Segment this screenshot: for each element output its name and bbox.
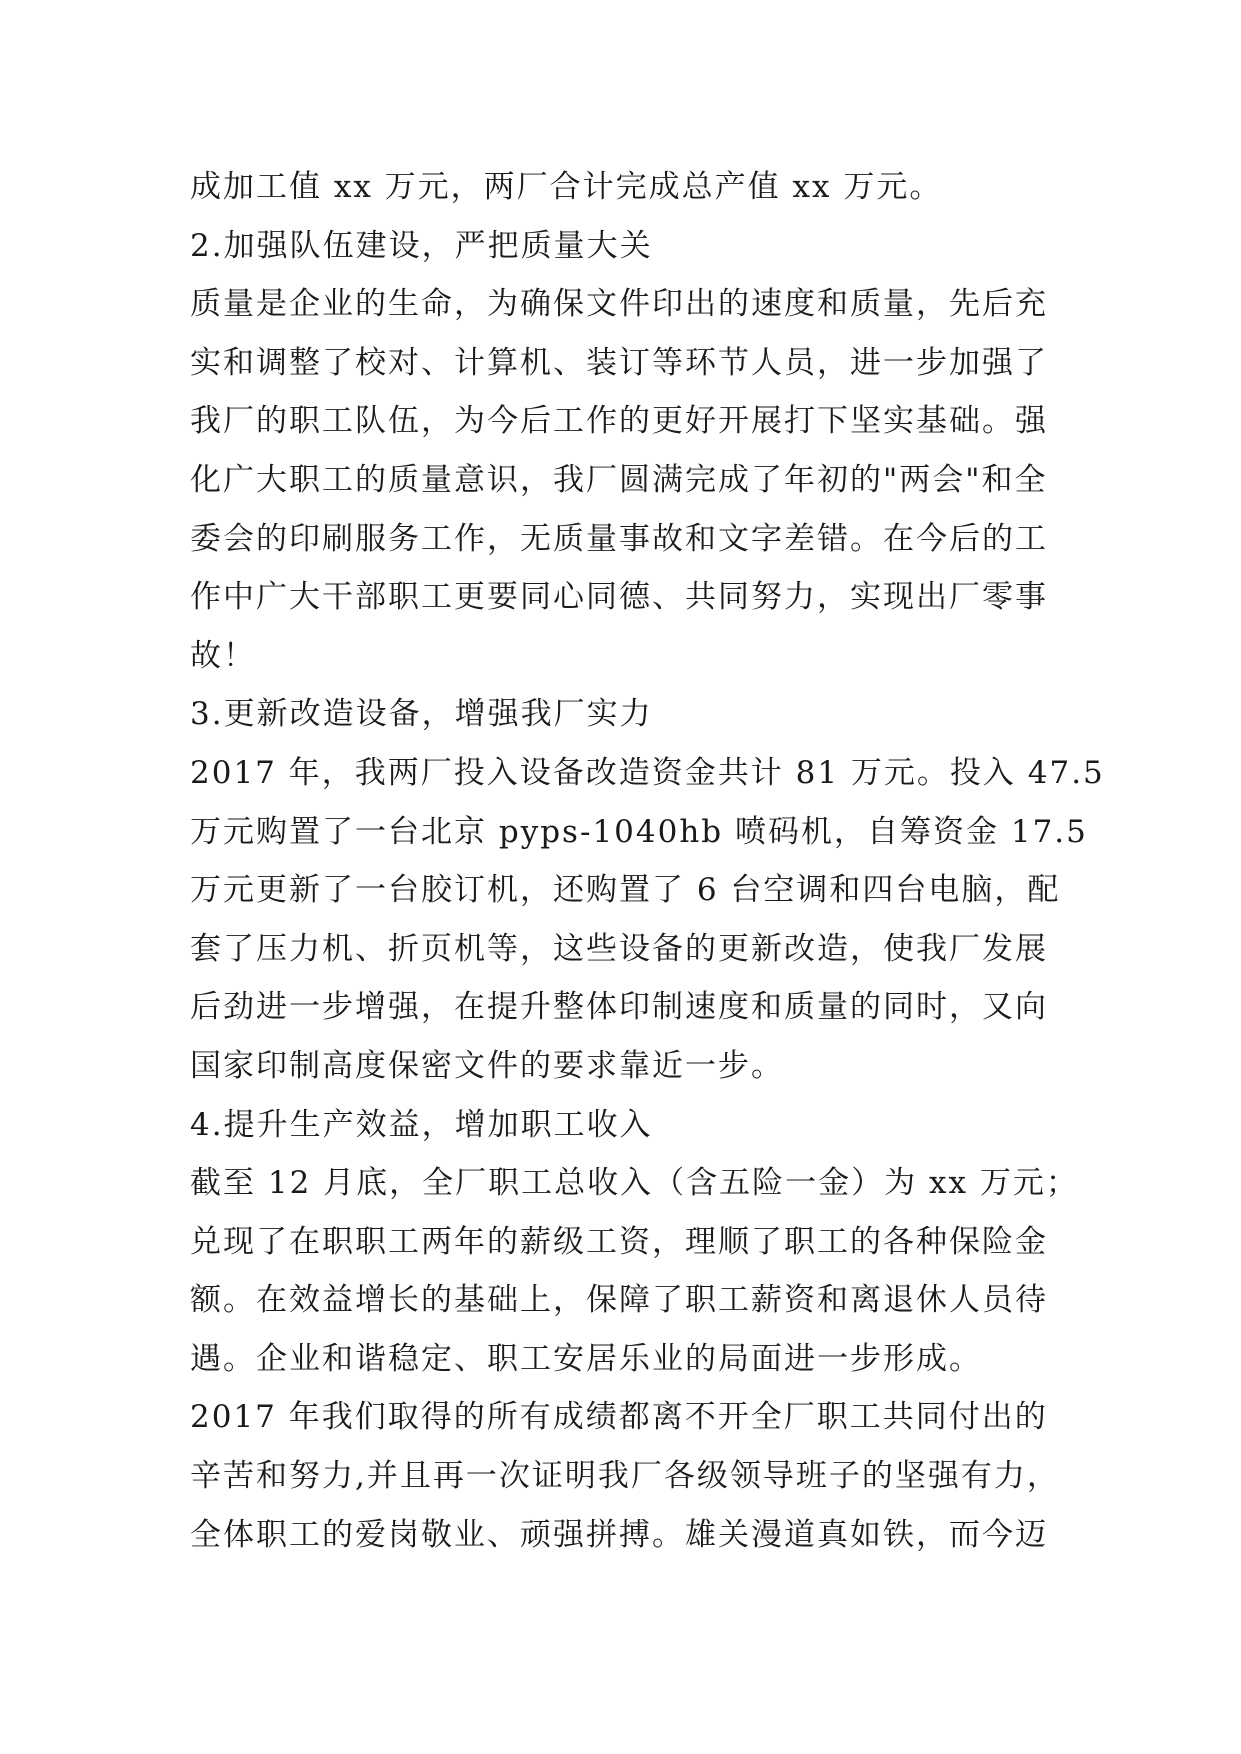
text-line: 兑现了在职职工两年的薪级工资，理顺了职工的各种保险金 — [190, 1223, 1048, 1260]
text-line: 作中广大干部职工更要同心同德、共同努力，实现出厂零事 — [190, 579, 1048, 616]
text-line: 成加工值 xx 万元，两厂合计完成总产值 xx 万元。 — [190, 169, 943, 205]
section-heading: 3.更新改造设备，增强我厂实力 — [190, 696, 653, 733]
text-line: 故！ — [190, 637, 256, 674]
section-heading: 4.提升生产效益，增加职工收入 — [190, 1106, 653, 1143]
text-line: 套了压力机、折页机等，这些设备的更新改造，使我厂发展 — [190, 930, 1048, 967]
text-line: 遇。企业和谐稳定、职工安居乐业的局面进一步形成。 — [190, 1340, 982, 1377]
text-line: 额。在效益增长的基础上，保障了职工薪资和离退休人员待 — [190, 1282, 1048, 1319]
text-line: 国家印制高度保密文件的要求靠近一步。 — [190, 1047, 784, 1084]
text-line: 截至 12 月底，全厂职工总收入（含五险一金）为 xx 万元； — [190, 1165, 1079, 1202]
text-line: 质量是企业的生命，为确保文件印出的速度和质量，先后充 — [190, 286, 1048, 323]
text-line: 万元更新了一台胶订机，还购置了 6 台空调和四台电脑，配 — [190, 872, 1061, 909]
text-line: 化广大职工的质量意识，我厂圆满完成了年初的"两会"和全 — [190, 461, 1048, 498]
text-line: 2017 年，我两厂投入设备改造资金共计 81 万元。投入 47.5 — [190, 754, 1105, 791]
text-line: 后劲进一步增强，在提升整体印制速度和质量的同时，又向 — [190, 989, 1048, 1026]
text-line: 实和调整了校对、计算机、装订等环节人员，进一步加强了 — [190, 344, 1048, 381]
text-line: 辛苦和努力,并且再一次证明我厂各级领导班子的坚强有力， — [190, 1458, 1060, 1495]
text-line: 我厂的职工队伍，为今后工作的更好开展打下坚实基础。强 — [190, 403, 1048, 440]
text-line: 委会的印刷服务工作，无质量事故和文字差错。在今后的工 — [190, 520, 1048, 557]
text-line: 全体职工的爱岗敬业、顽强拼搏。雄关漫道真如铁，而今迈 — [190, 1516, 1048, 1553]
text-line: 万元购置了一台北京 pyps-1040hb 喷码机，自筹资金 17.5 — [190, 813, 1088, 850]
document-body — [190, 158, 1105, 1564]
section-heading: 2.加强队伍建设，严把质量大关 — [190, 227, 653, 264]
text-line: 2017 年我们取得的所有成绩都离不开全厂职工共同付出的 — [190, 1399, 1048, 1436]
